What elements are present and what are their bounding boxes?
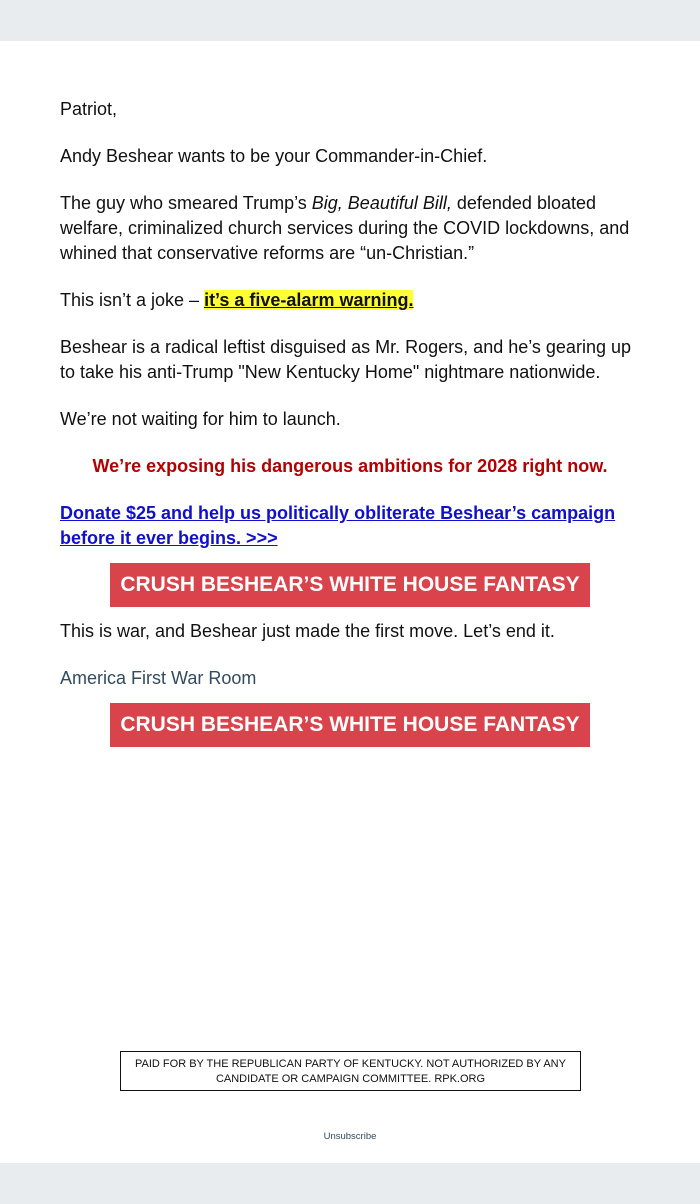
cta-wrapper-2 — [60, 703, 640, 747]
donate-25-link[interactable]: Donate $25 and help us politically obliterate Beshear’s campaign before it ever begins. >>> — [60, 503, 616, 548]
paragraph-this-is-war: This is war, and Beshear just made the first move. Let’s end it. — [60, 621, 555, 641]
paragraph-text: This isn’t a joke – — [60, 290, 205, 310]
paragraph-not-waiting: We’re not waiting for him to launch. — [60, 409, 341, 429]
paragraph-text: defended bloated welfare, criminalized church services during the COVID lockdowns, and whined that conservative reforms are “un-Christian.” — [60, 193, 630, 263]
exposing-ambitions-headline: We’re exposing his dangerous ambitions for 2028 right now. — [92, 456, 608, 476]
paragraph-text: The guy who smeared Trump’s — [60, 193, 312, 213]
five-alarm-warning-link[interactable]: it’s a five-alarm warning. — [204, 290, 414, 310]
unsubscribe-link[interactable]: Unsubscribe — [323, 1131, 377, 1142]
signature: America First War Room — [60, 668, 257, 688]
paragraph-warning — [60, 288, 640, 313]
bottom-margin-band — [0, 1163, 700, 1204]
crush-beshear-button[interactable]: CRUSH BESHEAR’S WHITE HOUSE FANTASY — [110, 563, 590, 607]
paid-for-disclaimer: PAID FOR BY THE REPUBLICAN PARTY OF KENTUCKY. NOT AUTHORIZED BY ANY CANDIDATE OR CAMPAIGN COMMITTEE. RPK.ORG — [120, 1051, 581, 1091]
top-margin-band — [0, 0, 700, 41]
email-body-card — [0, 41, 700, 1163]
paragraph-commander-in-chief: Andy Beshear wants to be your Commander-in-Chief. — [60, 146, 488, 166]
bill-name-italic: Big, Beautiful Bill, — [311, 193, 452, 213]
paragraph-radical-leftist: Beshear is a radical leftist disguised as Mr. Rogers, and he’s gearing up to take his anti-Trump "New Kentucky Home" nightmare nationwide. — [60, 337, 631, 382]
email-content — [60, 97, 640, 759]
paragraph-smeared-bill — [60, 191, 640, 266]
crush-beshear-button-2[interactable]: CRUSH BESHEAR’S WHITE HOUSE FANTASY — [110, 703, 590, 747]
cta-wrapper — [60, 563, 640, 607]
greeting: Patriot, — [60, 99, 118, 119]
